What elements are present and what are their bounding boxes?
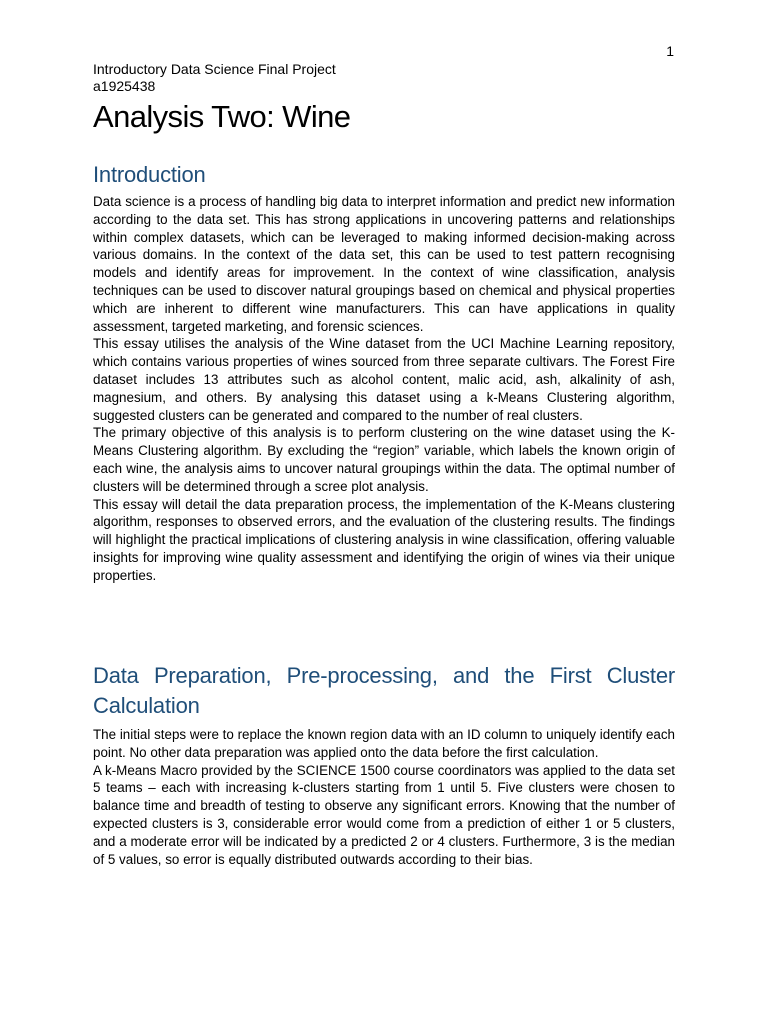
section-heading-data-preparation: Data Preparation, Pre-processing, and the First Cluster Calculation [93,663,675,718]
paragraph: A k-Means Macro provided by the SCIENCE 1500 course coordinators was applied to the data set 5 teams – each with increasing k-clusters starting from 1 until 5. Five clusters were chosen to balance time and breadth of testing to observe any significant errors. Knowing that the number of expected clusters is 3, considerable error would come from a prediction of either 1 or 5 clusters, and a moderate error will be indicated by a predicted 2 or 4 clusters. Furthermore, 3 is the median of 5 values, so error is equally distributed outwards according to their bias. [93,762,675,867]
student-id: a1925438 [93,78,156,94]
document-title: Analysis Two: Wine [93,99,351,134]
paragraph: This essay will detail the data preparation process, the implementation of the K-Means clustering algorithm, responses to observed errors, and the evaluation of the clustering results. The findings will highlight the practical implications of clustering analysis in wine classification, offering valuable insights for improving wine quality assessment and identifying the origin of wines via their unique properties. [93,496,675,583]
section-body-introduction [93,193,675,585]
paragraph: Data science is a process of handling big data to interpret information and predict new information according to the data set. This has strong applications in uncovering patterns and relationships within complex datasets, which can be leveraged to making informed decision-making across various domains. In the context of the data set, this can be used to test pattern recognising models and identify areas for improvement. In the context of wine classification, analysis techniques can be used to discover natural groupings based on chemical and physical properties which are inherent to different wine manufacturers. This can have applications in quality assessment, targeted marketing, and forensic sciences. [93,194,675,334]
paragraph: The initial steps were to replace the known region data with an ID column to uniquely identify each point. No other data preparation was applied onto the data before the first calculation. [93,727,675,760]
section-heading-introduction: Introduction [93,162,206,187]
page-number: 1 [666,43,674,59]
paragraph: The primary objective of this analysis is to perform clustering on the wine dataset using the K-Means Clustering algorithm. By excluding the “region” variable, which labels the known origin of each wine, the analysis aims to uncover natural groupings within the data. The optimal number of clusters will be determined through a scree plot analysis. [93,425,675,494]
document-header [93,61,675,95]
section-body-data-preparation [93,726,675,868]
course-title: Introductory Data Science Final Project [93,61,336,77]
paragraph: This essay utilises the analysis of the Wine dataset from the UCI Machine Learning repository, which contains various properties of wines sourced from three separate cultivars. The Forest Fire dataset includes 13 attributes such as alcohol content, malic acid, ash, alkalinity of ash, magnesium, and others. By analysing this dataset using a k-Means Clustering algorithm, suggested clusters can be generated and compared to the number of real clusters. [93,336,675,423]
